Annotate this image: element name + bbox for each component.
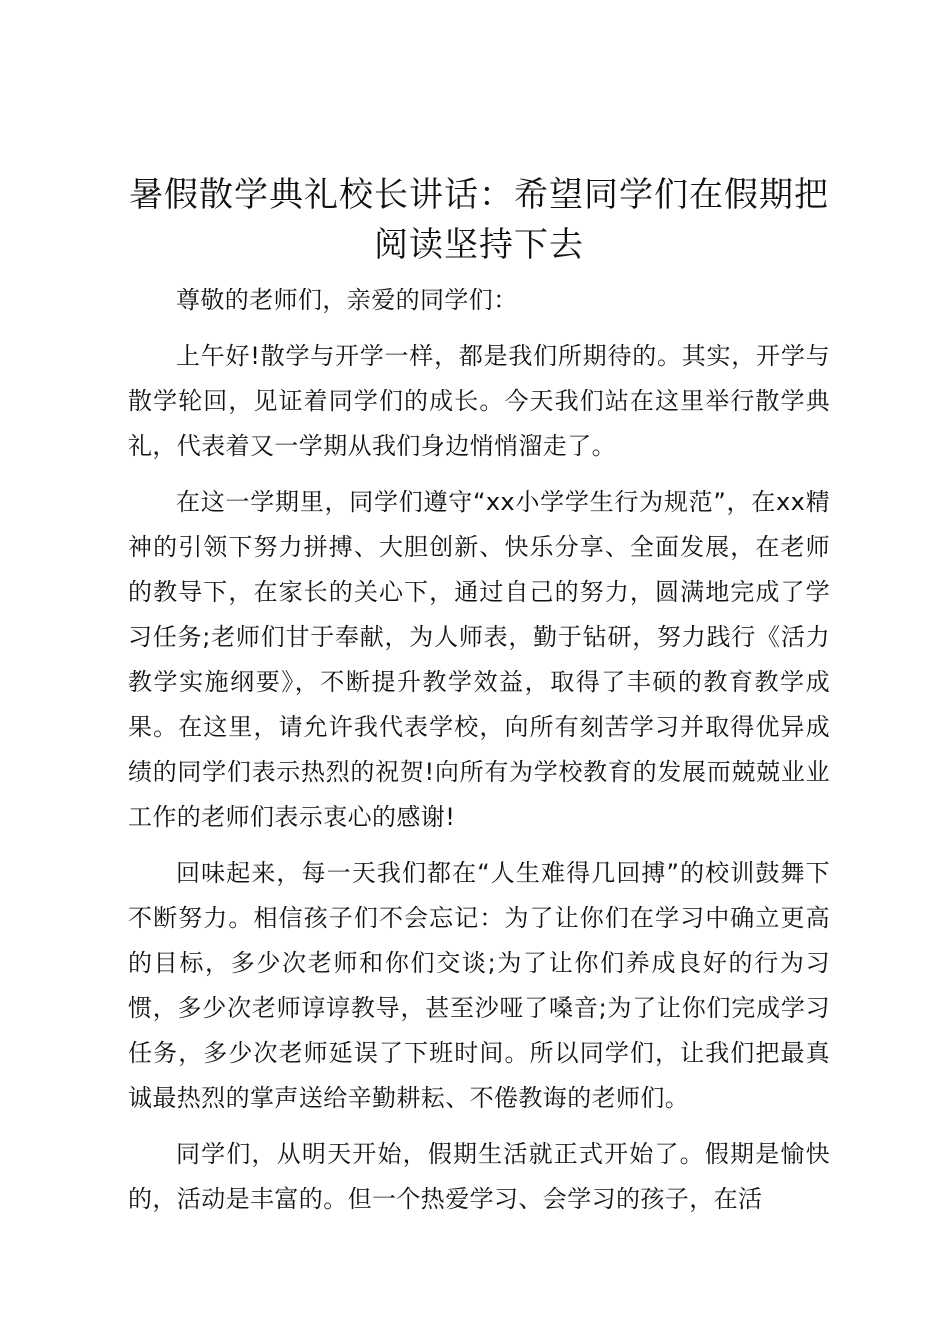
body-paragraph: 上午好!散学与开学一样，都是我们所期待的。其实，开学与散学轮回，见证着同学们的成长。今天我们站在这里举行散学典礼，代表着又一学期从我们身边悄悄溜走了。 <box>128 342 830 460</box>
body-paragraph: 在这一学期里，同学们遵守“xx小学学生行为规范”，在xx精神的引领下努力拼搏、大胆创新、快乐分享、全面发展，在老师的教导下，在家长的关心下，通过自己的努力，圆满地完成了学习任务;老师们甘于奉献，为人师表，勤于钻研，努力践行《活力教学实施纲要》，不断提升教学效益，取得了丰硕的教育教学成果。在这里，请允许我代表学校，向所有刻苦学习并取得优异成绩的同学们表示热烈的祝贺!向所有为学校教育的发展而兢兢业业工作的老师们表示衷心的感谢! <box>128 488 830 831</box>
body-paragraph: 回味起来，每一天我们都在“人生难得几回搏”的校训鼓舞下不断努力。相信孩子们不会忘记：为了让你们在学习中确立更高的目标，多少次老师和你们交谈;为了让你们养成良好的行为习惯，多少次老师谆谆教导，甚至沙哑了嗓音;为了让你们完成学习任务，多少次老师延误了下班时间。所以同学们，让我们把最真诚最热烈的掌声送给辛勤耕耘、不倦教诲的老师们。 <box>128 859 830 1112</box>
salutation-paragraph: 尊敬的老师们，亲爱的同学们： <box>176 286 518 314</box>
document-body <box>128 278 830 1222</box>
body-paragraph: 同学们，从明天开始，假期生活就正式开始了。假期是愉快的，活动是丰富的。但一个热爱学习、会学习的孩子，在活 <box>128 1140 830 1213</box>
document-title: 暑假散学典礼校长讲话：希望同学们在假期把阅读坚持下去 <box>129 175 829 265</box>
document-page <box>128 170 830 1233</box>
